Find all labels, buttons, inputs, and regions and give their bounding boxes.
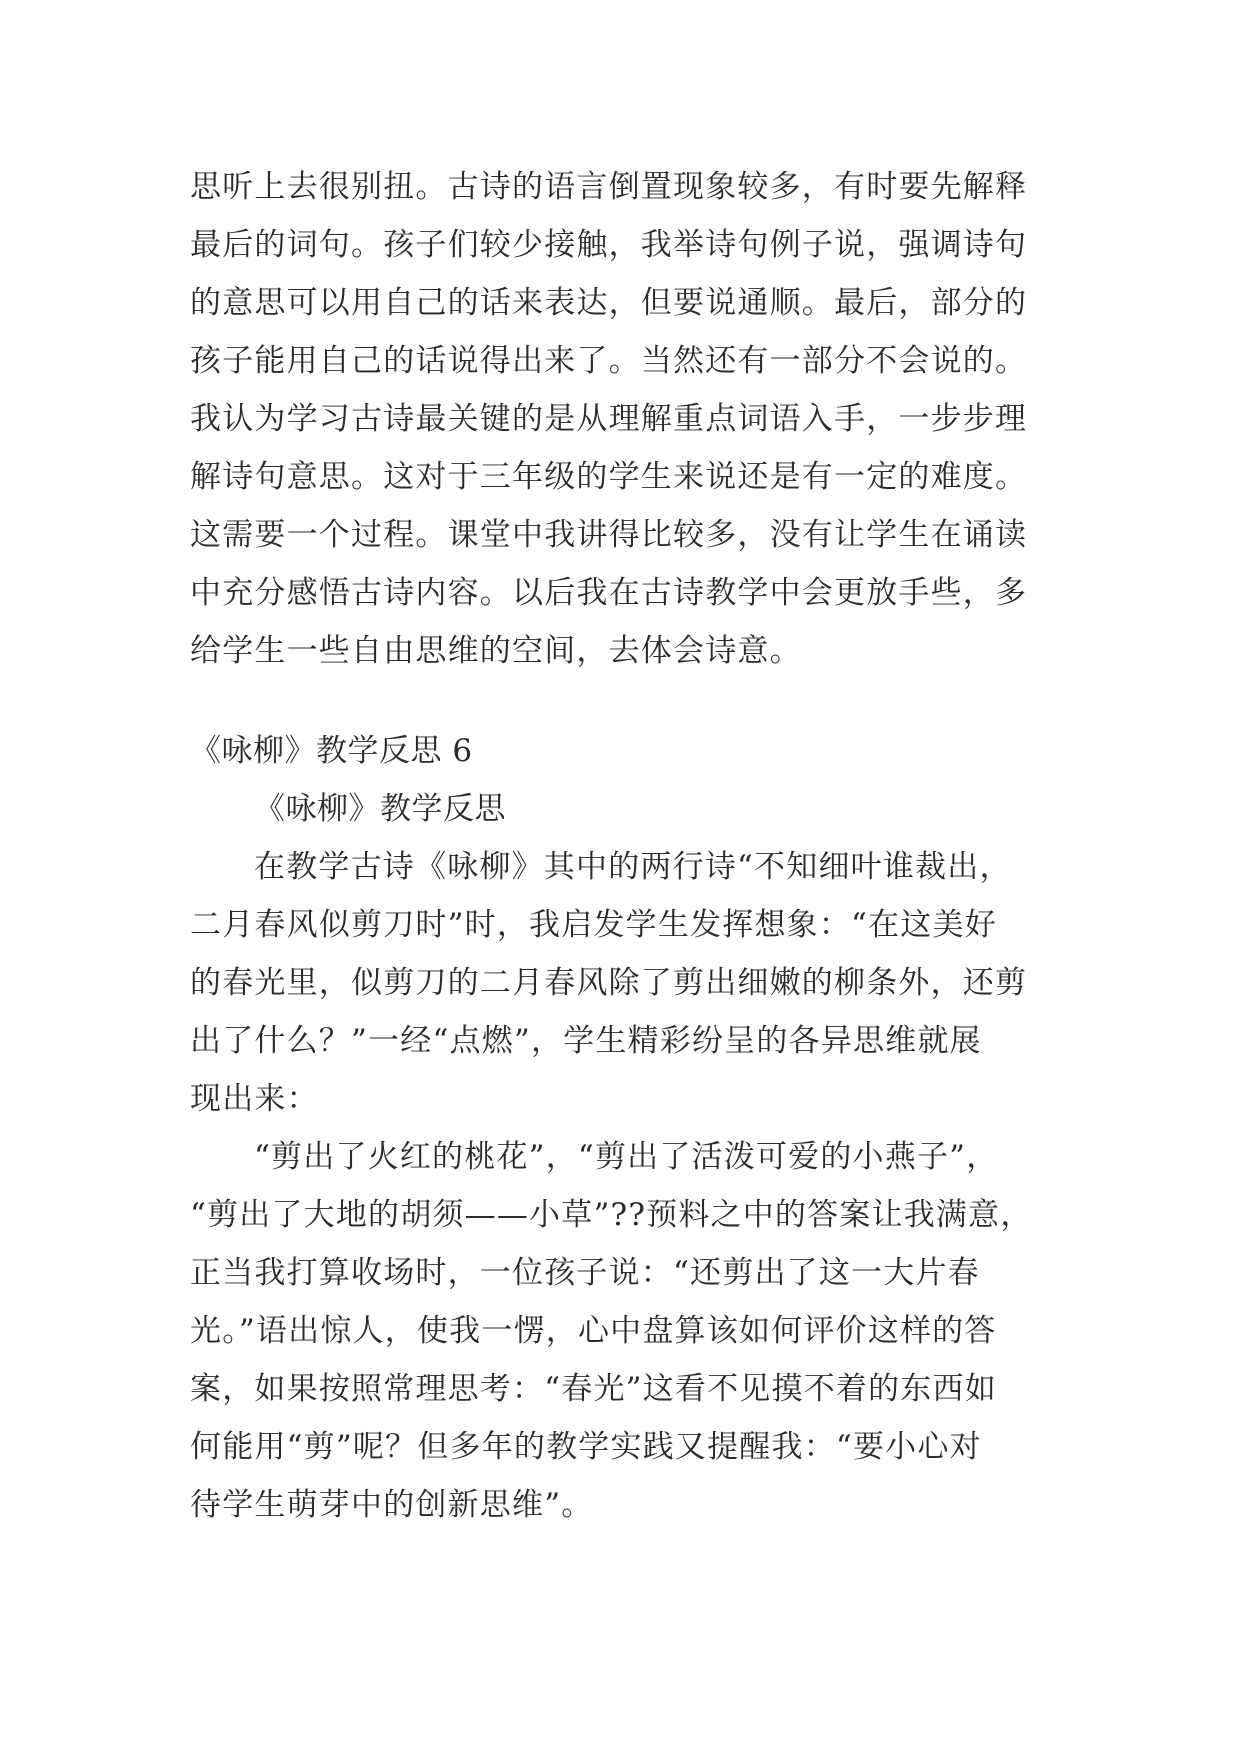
text-line: 中充分感悟古诗内容。以后我在古诗教学中会更放手些，多 — [190, 575, 1028, 611]
text-line: 案，如果按照常理思考：“春光”这看不见摸不着的东西如 — [190, 1371, 997, 1407]
paragraph-2 — [190, 838, 1070, 1128]
text-line: “剪出了火红的桃花”，“剪出了活泼可爱的小燕子”， — [254, 1139, 999, 1175]
text-line: 这需要一个过程。课堂中我讲得比较多，没有让学生在诵读 — [190, 517, 1028, 553]
section-subheading: 《咏柳》教学反思 — [254, 791, 506, 827]
text-line: 正当我打算收场时，一位孩子说：“还剪出了这一大片春 — [190, 1255, 980, 1291]
text-line: 孩子能用自己的话说得出来了。当然还有一部分不会说的。 — [190, 343, 1028, 379]
text-line: 我认为学习古诗最关键的是从理解重点词语入手，一步步理 — [190, 401, 1028, 437]
text-line: 在教学古诗《咏柳》其中的两行诗“不知细叶谁裁出， — [254, 849, 1012, 885]
text-line: 给学生一些自由思维的空间，去体会诗意。 — [190, 633, 802, 669]
text-line: 现出来： — [190, 1081, 319, 1117]
text-line: 最后的词句。孩子们较少接触，我举诗句例子说，强调诗句 — [190, 227, 1028, 263]
document-body — [190, 158, 1070, 1534]
text-line: 二月春风似剪刀时”时，我启发学生发挥想象：“在这美好 — [190, 907, 997, 943]
text-line: “剪出了大地的胡须——小草”??预料之中的答案让我满意， — [190, 1197, 1033, 1233]
text-line: 思听上去很别扭。古诗的语言倒置现象较多，有时要先解释 — [190, 169, 1028, 205]
text-line: 解诗句意思。这对于三年级的学生来说还是有一定的难度。 — [190, 459, 1028, 495]
text-line: 的春光里，似剪刀的二月春风除了剪出细嫩的柳条外，还剪 — [190, 965, 1028, 1001]
paragraph-3 — [190, 1128, 1070, 1534]
paragraph-continued — [190, 158, 1070, 680]
text-line: 出了什么？”一经“点燃”，学生精彩纷呈的各异思维就展 — [190, 1023, 982, 1059]
text-line: 待学生萌芽中的创新思维”。 — [190, 1487, 594, 1523]
section-heading: 《咏柳》教学反思 6 — [190, 733, 473, 769]
text-line: 光。”语出惊人，使我一愣，心中盘算该如何评价这样的答 — [190, 1313, 997, 1349]
text-line: 的意思可以用自己的话来表达，但要说通顺。最后，部分的 — [190, 285, 1028, 321]
text-line: 何能用“剪”呢？但多年的教学实践又提醒我：“要小心对 — [190, 1429, 982, 1465]
